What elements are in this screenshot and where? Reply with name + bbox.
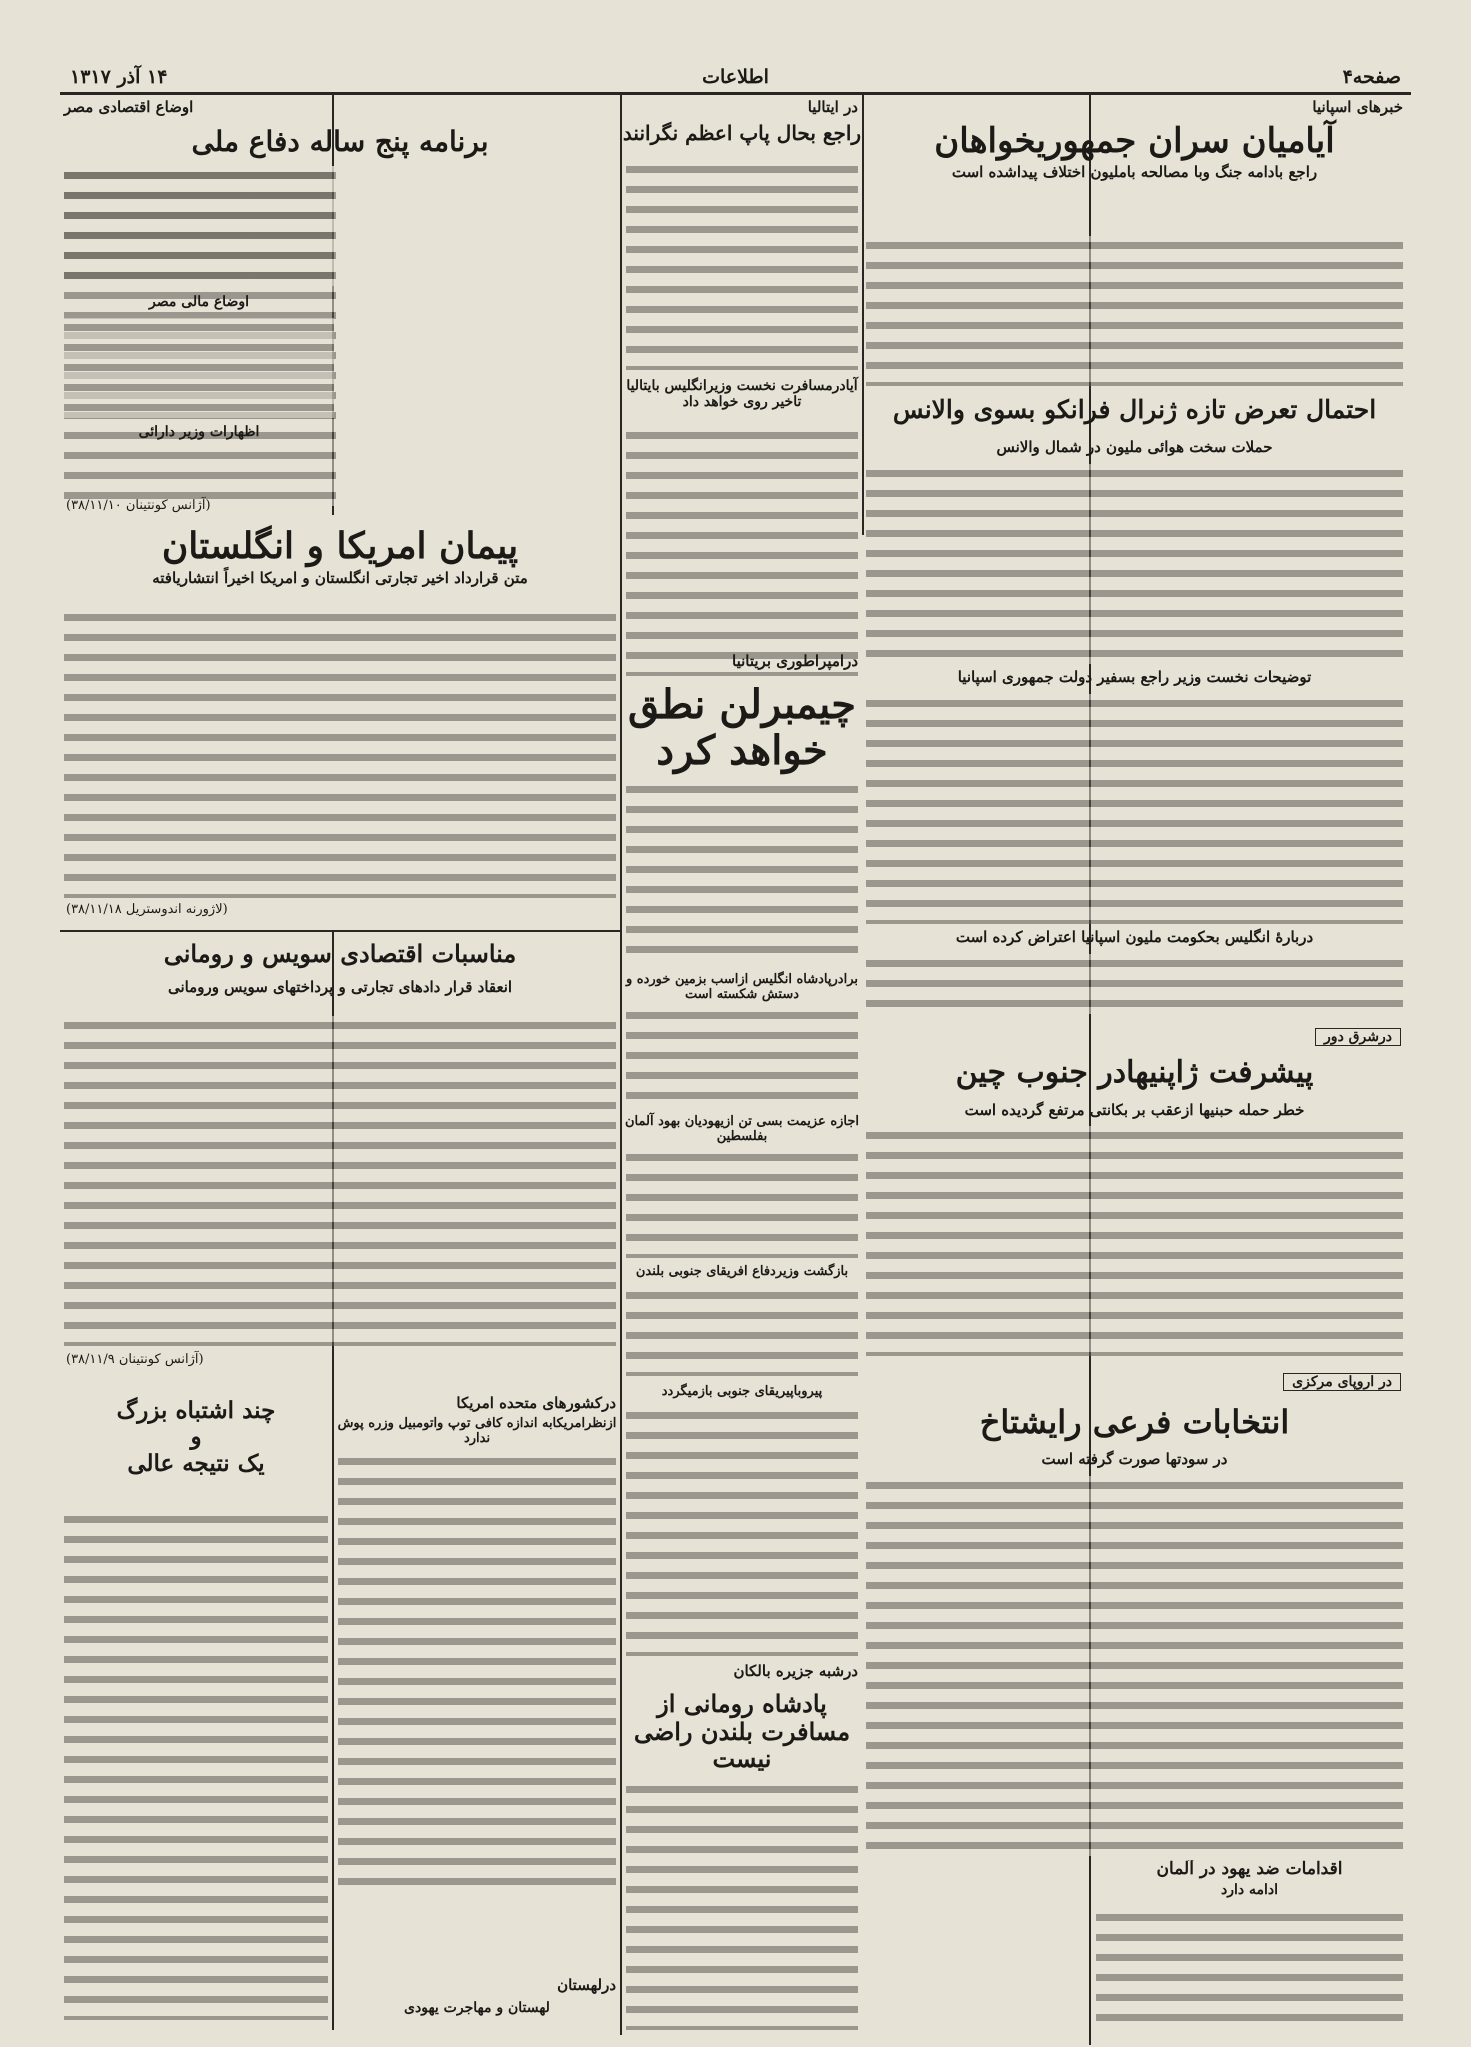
source-caption: (لاژورنه اندوستریل ۳۸/۱۱/۱۸) bbox=[66, 902, 228, 917]
subheadline: ادامه دارد bbox=[1220, 1881, 1278, 1898]
headline: و bbox=[190, 1423, 202, 1451]
headline: پیمان امریکا و انگلستان bbox=[161, 525, 519, 567]
article-text bbox=[866, 1476, 1403, 1856]
column-spain bbox=[862, 96, 1407, 2036]
article-text bbox=[866, 1126, 1403, 1356]
headline: آیامیان سران جمهوریخواهان bbox=[934, 121, 1335, 161]
subheadline: لهستان و مهاجرت یهودی bbox=[404, 2000, 550, 2016]
page-number: صفحه۴ bbox=[1342, 66, 1401, 88]
headline: چیمبرلن نطق خواهد کرد bbox=[628, 681, 856, 774]
article-swiss-romania bbox=[60, 932, 620, 1392]
section-kicker: درامپراطوری بریتانیا bbox=[732, 652, 858, 670]
section-label: درشرق دور bbox=[1315, 1026, 1401, 1046]
subheadline: پیروباپیریقای جنوبی بازمیگردد bbox=[661, 1384, 823, 1399]
article-text bbox=[626, 426, 858, 676]
headline: آیادرمسافرت نخست وزیرانگلیس بایتالیا تاخیر روی خواهد داد bbox=[626, 378, 858, 411]
article-text bbox=[626, 1780, 858, 2030]
subheadline: خطر حمله حبنیها ازعقب بر بکانتی مرتفع گردیده است bbox=[964, 1101, 1305, 1119]
article-text bbox=[866, 464, 1403, 664]
article-text bbox=[626, 1148, 858, 1258]
column-egypt bbox=[60, 96, 620, 516]
subheadline: برادرپادشاه انگلیس ازاسب بزمین خورده و دستش شکسته است bbox=[626, 972, 858, 1002]
article-text bbox=[626, 1406, 858, 1656]
article-text bbox=[64, 318, 334, 418]
source-caption: (آژانس کونتینان ۳۸/۱۱/۱۰) bbox=[66, 498, 211, 513]
article-big-mistakes bbox=[60, 1392, 332, 2032]
subheadline: اجازه عزیمت بسی تن ازیهودیان بهود آلمان بفلسطین bbox=[624, 1114, 860, 1144]
article-usa-weapons bbox=[334, 1392, 620, 2032]
subheadline: انعقاد قرار دادهای تجارتی و پرداختهای سویس ورومانی bbox=[167, 977, 513, 996]
article-text bbox=[866, 694, 1403, 924]
article-text bbox=[64, 1510, 328, 2020]
subheadline: حملات سخت هوائی ملیون در شمال والانس bbox=[996, 438, 1273, 456]
article-text bbox=[626, 780, 858, 960]
subheadline: دربارهٔ انگلیس بحکومت ملیون اسپانیا اعتراض کرده است bbox=[955, 928, 1314, 946]
subheadline: اظهارات وزیر دارائی bbox=[138, 424, 260, 440]
subheadline: در سودتها صورت گرفته است bbox=[1041, 1450, 1228, 1468]
headline: چند اشتباه بزرگ bbox=[116, 1397, 276, 1424]
section-kicker: اوضاع اقتصادی مصر bbox=[64, 98, 194, 116]
section-kicker: در ایتالیا bbox=[807, 98, 858, 116]
paper-name: اطلاعات bbox=[702, 66, 769, 88]
headline: یک نتیجه عالی bbox=[127, 1449, 265, 1477]
masthead bbox=[70, 66, 1401, 86]
masthead-rule bbox=[60, 92, 1411, 95]
column-britain bbox=[622, 650, 862, 2035]
article-text bbox=[626, 1006, 858, 1106]
headline: اقدامات ضد یهود در آلمان bbox=[1156, 1860, 1343, 1879]
article-text bbox=[64, 166, 334, 286]
article-text bbox=[64, 1016, 616, 1346]
article-text bbox=[338, 1452, 616, 1892]
section-kicker: درشبه جزیره بالکان bbox=[733, 1662, 858, 1680]
subheadline: ازنظرامریکابه اندازه کافی توپ واتومبیل وزره پوش ندارد bbox=[337, 1416, 617, 1446]
article-text bbox=[866, 954, 1403, 1014]
headline: مناسبات اقتصادی سویس و رومانی bbox=[163, 939, 517, 968]
headline: احتمال تعرض تازه ژنرال فرانکو بسوی والانس bbox=[892, 395, 1377, 424]
article-text bbox=[64, 608, 616, 898]
headline: پادشاه رومانی از مسافرت بلندن راضی نیست bbox=[633, 1689, 851, 1774]
subheadline: متن قرارداد اخیر تجارتی انگلستان و امریکا اخیراً انتشاریافته bbox=[152, 569, 528, 588]
section-kicker: درکشورهای متحده امریکا bbox=[456, 1394, 616, 1412]
section-kicker: درلهستان bbox=[557, 1976, 616, 1994]
article-text bbox=[866, 236, 1403, 386]
headline: پیشرفت ژاپنیهادر جنوب چین bbox=[955, 1055, 1314, 1090]
subheadline: راجع بادامه جنگ وبا مصالحه بامليون اختلاف پيداشده است bbox=[951, 163, 1318, 182]
subheadline: بازگشت وزیردفاع افریقای جنوبی بلندن bbox=[635, 1264, 849, 1279]
date: ۱۴ آذر ۱۳۱۷ bbox=[70, 66, 168, 88]
article-text bbox=[1096, 1908, 1403, 2033]
headline: انتخابات فرعی رایشتاخ bbox=[979, 1403, 1290, 1441]
article-us-uk-pact bbox=[60, 520, 620, 930]
subheadline: اوضاع مالی مصر bbox=[149, 294, 249, 310]
source-caption: (آژانس کونتینان ۳۸/۱۱/۹) bbox=[66, 1352, 204, 1367]
section-label: در اروپای مرکزی bbox=[1283, 1371, 1401, 1391]
headline: برنامه پنج ساله دفاع ملی bbox=[191, 125, 489, 158]
section-kicker: خبرهای اسپانیا bbox=[1312, 98, 1403, 116]
article-text bbox=[626, 1286, 858, 1376]
subheadline: توضیحات نخست وزیر راجع بسفیر دولت جمهوری اسپانیا bbox=[957, 668, 1312, 686]
article-jews-germany bbox=[1092, 1860, 1407, 2035]
article-text bbox=[626, 160, 858, 370]
headline: راجع بحال پاپ اعظم نگرانند bbox=[622, 121, 862, 145]
